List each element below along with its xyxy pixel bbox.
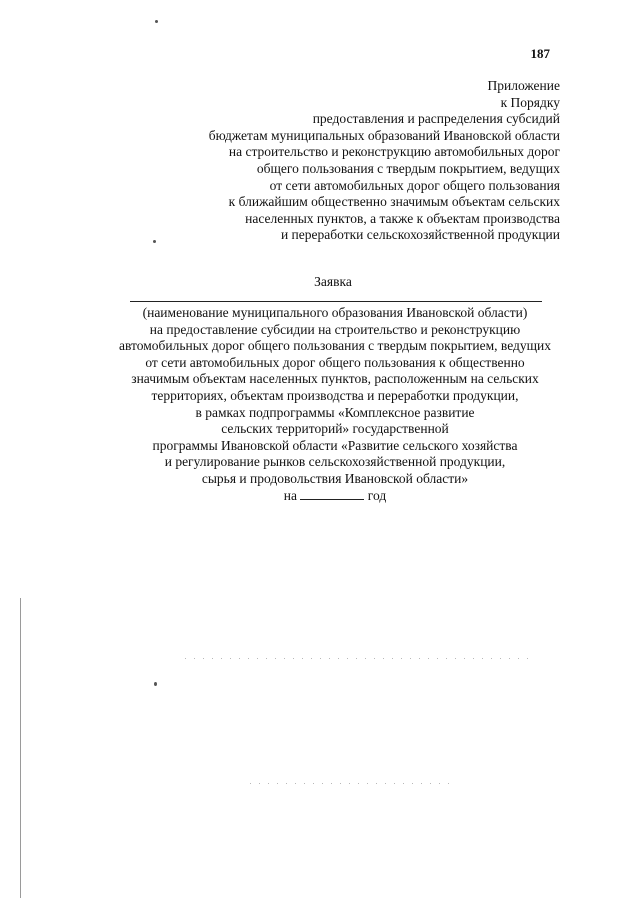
scan-speck [155, 20, 158, 23]
body-line: сельских территорий» государственной [221, 421, 449, 437]
scan-dots [185, 658, 535, 659]
appendix-line: бюджетам муниципальных образований Ивановской области [208, 127, 560, 143]
body-line: сырья и продовольствия Ивановской области» [201, 470, 469, 486]
body-line: и регулирование рынков сельскохозяйственной продукции, [164, 454, 506, 470]
appendix-line: к ближайшим общественно значимым объектам сельских [228, 194, 560, 210]
appendix-line: на строительство и реконструкцию автомобильных дорог [228, 144, 560, 160]
year-prefix: на [283, 487, 298, 503]
appendix-line: предоставления и распределения субсидий [312, 111, 560, 127]
body-line: (наименование муниципального образования Ивановской области) [142, 305, 528, 320]
year-line [100, 488, 570, 505]
year-blank [300, 488, 364, 500]
page-number: 187 [530, 46, 550, 61]
name-fill-line [130, 301, 542, 302]
appendix-line: и переработки сельскохозяйственной продукции [280, 227, 560, 243]
appendix-line: Приложение [487, 78, 560, 93]
appendix-line: общего пользования с твердым покрытием, ведущих [256, 160, 560, 176]
appendix-block [140, 78, 560, 244]
appendix-line: от сети автомобильных дорог общего пользования [269, 177, 560, 193]
body-line: в рамках подпрограммы «Комплексное развитие [195, 404, 475, 420]
body-line: автомобильных дорог общего пользования с твердым покрытием, ведущих [118, 338, 552, 354]
body-line: программы Ивановской области «Развитие сельского хозяйства [152, 437, 518, 453]
request-body [100, 305, 570, 504]
scan-speck [154, 682, 157, 686]
appendix-line: населенных пунктов, а также к объектам производства [245, 210, 560, 226]
body-line: на предоставление субсидии на строительство и реконструкцию [149, 321, 521, 337]
appendix-line: к Порядку [500, 94, 560, 110]
body-line: значимым объектам населенных пунктов, расположенным на сельских [131, 371, 539, 387]
scan-dots [250, 783, 450, 784]
body-line: от сети автомобильных дорог общего пользования к общественно [145, 354, 525, 370]
scan-speck [153, 240, 156, 243]
body-line: территориях, объектам производства и переработки продукции, [151, 387, 519, 403]
document-title: Заявка [314, 274, 352, 289]
scan-margin-line [20, 598, 21, 898]
year-suffix: год [367, 487, 387, 503]
